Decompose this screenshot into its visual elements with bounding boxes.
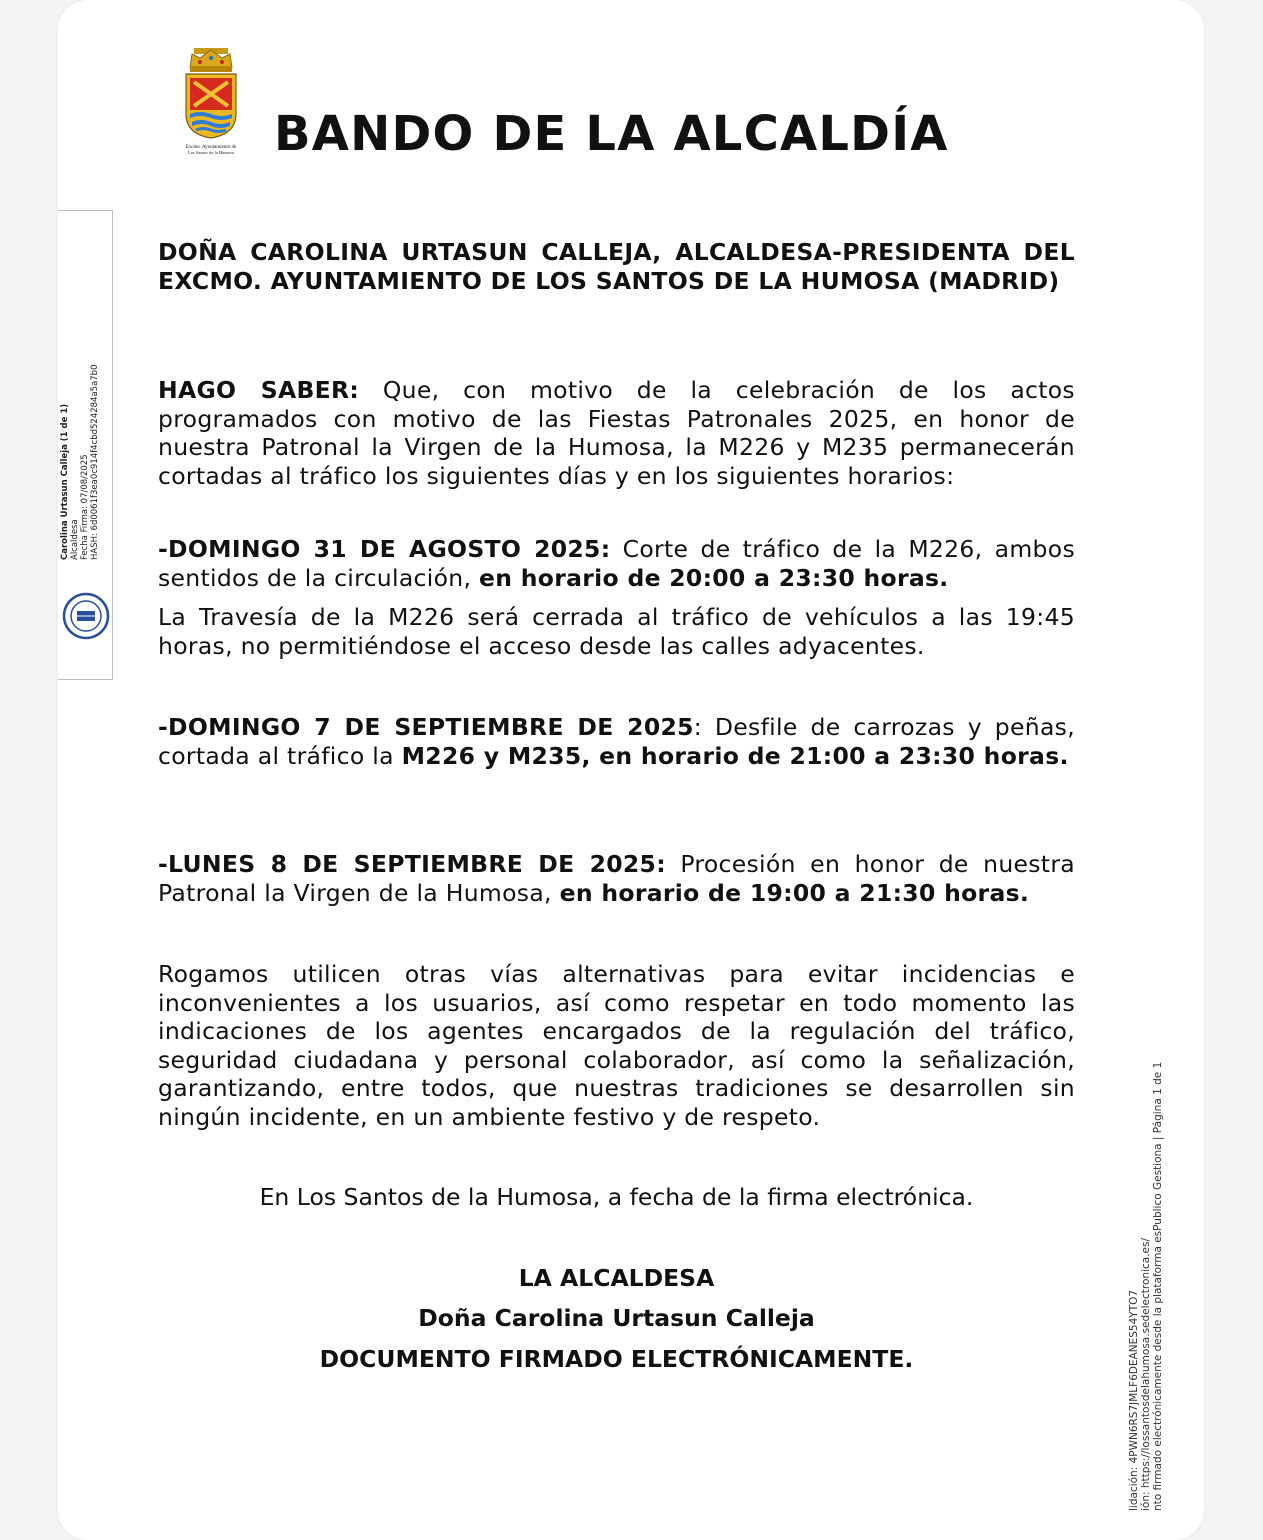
validation-code: lidación: 4PWN6RS7JMLF6DEANES54YTO7 (1128, 1289, 1140, 1511)
official-seal-icon (62, 592, 110, 640)
validation-note: nto firmado electrónicamente desde la plataforma esPublico Gestiona | Página 1 de 1 (1152, 1061, 1164, 1511)
hago-saber-paragraph (158, 376, 1075, 490)
day1-hours: en horario de 20:00 a 23:30 horas. (479, 563, 949, 592)
day2-label: -DOMINGO 7 DE SEPTIEMBRE DE 2025 (158, 713, 694, 741)
day2-hours: M226 y M235, en horario de 21:00 a 23:30 horas. (401, 741, 1069, 770)
day3-label: -LUNES 8 DE SEPTIEMBRE DE 2025: (158, 850, 666, 878)
signature-stamp-text (60, 365, 100, 561)
crest-caption-2: Los Santos de la Humosa (188, 150, 234, 155)
signature-note: DOCUMENTO FIRMADO ELECTRÓNICAMENTE. (319, 1345, 914, 1373)
signer-role: Alcaldesa (70, 519, 80, 560)
signer-name: Carolina Urtasun Calleja (1 de 1) (60, 403, 70, 560)
day1-paragraph (158, 535, 1075, 592)
signature-name: Doña Carolina Urtasun Calleja (418, 1304, 815, 1332)
day1-label: -DOMINGO 31 DE AGOSTO 2025: (158, 535, 611, 563)
place-date-line: En Los Santos de la Humosa, a fecha de la firma electrónica. (259, 1183, 974, 1211)
day3-hours: en horario de 19:00 a 21:30 horas. (559, 878, 1030, 907)
hago-saber-label: HAGO SABER: (158, 376, 360, 404)
validation-text (1128, 1062, 1164, 1511)
day1-note: La Travesía de la M226 será cerrada al tráfico de vehículos a las 19:45 horas, no permitiéndose el acceso desde las calles adyacentes. (158, 603, 1075, 660)
day3-text: Procesión en honor de nuestra Patronal la Virgen de la Humosa, (158, 850, 1075, 907)
day2-text: : Desfile de carrozas y peñas, cortada al tráfico la (158, 713, 1075, 770)
signature-role: LA ALCALDESA (518, 1264, 715, 1292)
crest-caption-1: Excmo. Ayuntamiento de (185, 145, 237, 150)
rogamos-paragraph: Rogamos utilicen otras vías alternativas para evitar incidencias e inconvenientes a los usuarios, así como respetar en todo momento las indicaciones de los agentes encargados de la regulación del tráfico, seguridad ciudadana y personal colaborador, así como la señalización, garantizando, entre todos, que nuestras tradiciones se desarrollen sin ningún incidente, en un ambiente festivo y de respeto. (158, 960, 1075, 1131)
hago-saber-text: Que, con motivo de la celebración de los actos programados con motivo de las Fiestas Patronales 2025, en honor de nuestra Patronal la Virgen de la Humosa, la M226 y M235 permanecerán cortadas al tráfico los siguientes días y en los siguientes horarios: (158, 376, 1075, 490)
day2-paragraph (158, 713, 1075, 770)
day1-text: Corte de tráfico de la M226, ambos sentidos de la circulación, (158, 535, 1075, 592)
document-title: BANDO DE LA ALCALDÍA (274, 106, 949, 162)
sign-date: Fecha Firma: 07/08/2025 (80, 454, 90, 560)
validation-url: ión: https://lossantosdelahumosa.sedelectronica.es/ (1140, 1238, 1152, 1511)
intro-paragraph: DOÑA CAROLINA URTASUN CALLEJA, ALCALDESA-PRESIDENTA DEL EXCMO. AYUNTAMIENTO DE LOS SANTOS DE LA HUMOSA (MADRID) (158, 238, 1075, 295)
day3-paragraph (158, 850, 1075, 907)
sign-hash: HASH: 6d0061f3ea0c914f4cbd524284a5a7b0 (90, 364, 100, 560)
coat-of-arms-logo (172, 46, 250, 158)
